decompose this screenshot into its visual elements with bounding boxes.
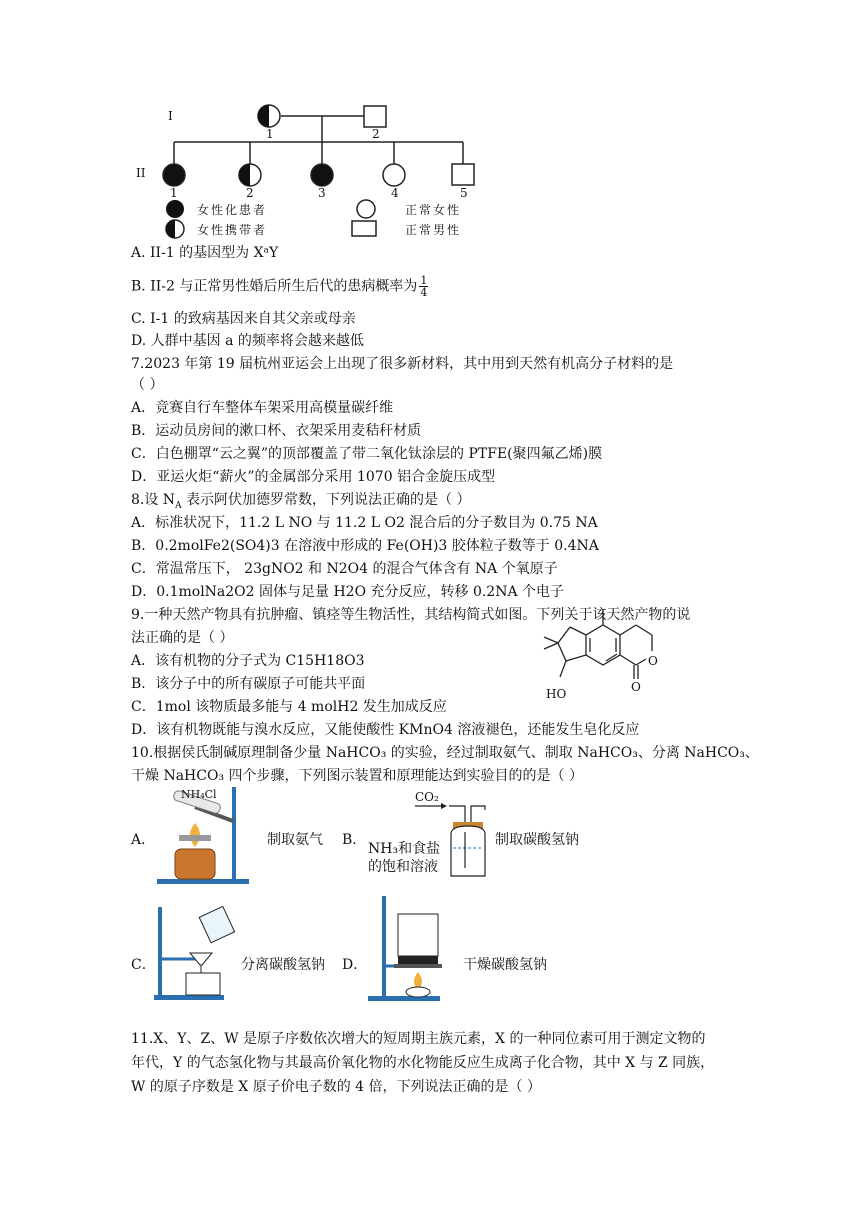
q8-option-d: D．0.1molNa2O2 固体与足量 H2O 充分反应，转移 0.2NA 个电子 <box>131 584 565 600</box>
legend-normal-male-symbol <box>352 221 376 236</box>
i1-number: 1 <box>266 127 274 141</box>
q7-paren: （ ） <box>131 377 164 393</box>
q10-a-caption: 制取氨气 <box>267 832 323 848</box>
pedigree-i2-normal-male <box>364 106 386 127</box>
legend-patient-symbol <box>166 200 184 218</box>
q11-line2: 年代，Y 的气态氢化物与其最高价氧化物的水化物能反应生成离子化合物，其中 X 与 Z 同族， <box>131 1055 715 1071</box>
q6-option-b-fraction <box>419 275 428 298</box>
q8-stem-sub: A <box>175 500 182 511</box>
q10-b-solution-line1: NH₃和食盐 <box>368 841 441 857</box>
q10-b-solution-line2: 的饱和溶液 <box>368 859 438 875</box>
gen-label-ii: II <box>136 166 146 180</box>
legend-normal-female-symbol <box>357 200 375 218</box>
legend-carrier-symbol <box>166 220 184 238</box>
pedigree-ii3-patient <box>311 164 333 186</box>
pedigree-ii4-normal-female <box>383 164 405 186</box>
ii1-number: 1 <box>170 186 178 200</box>
q10-d-caption: 干燥碳酸氢钠 <box>463 957 547 973</box>
q6-option-a: A. II-1 的基因型为 XᵃY <box>131 245 279 261</box>
q10-d-label: D． <box>342 957 368 973</box>
legend-female-patient: 女性化患者 <box>197 203 268 217</box>
q7-option-d: D．亚运火炬“薪火”的金属部分采用 1070 铝合金旋压成型 <box>131 469 496 485</box>
q9-option-a: A．该有机物的分子式为 C15H18O3 <box>131 653 365 669</box>
q8-stem-post: 表示阿伏加德罗常数，下列说法正确的是（ ） <box>181 492 471 508</box>
q6-option-d: D. 人群中基因 a 的频率将会越来越低 <box>131 333 364 349</box>
legend-normal-male: 正常男性 <box>405 223 462 237</box>
pedigree-ii1-patient <box>163 164 185 186</box>
pedigree-i1-carrier-female <box>258 105 280 127</box>
pedigree-ii2-carrier-female <box>239 164 261 186</box>
q9-mol-ho: HO <box>546 687 567 701</box>
q9-option-d: D．该有机物既能与溴水反应，又能使酸性 KMnO4 溶液褪色，还能发生皂化反应 <box>131 722 640 738</box>
q10-a-label: A． <box>131 832 156 848</box>
q7-stem: 7.2023 年第 19 届杭州亚运会上出现了很多新材料，其中用到天然有机高分子材料的是 <box>131 356 674 372</box>
q10-c-caption: 分离碳酸氢钠 <box>241 957 325 973</box>
q10-c-label: C． <box>131 957 156 973</box>
ii4-number: 4 <box>391 186 399 200</box>
legend-normal-female: 正常女性 <box>405 203 462 217</box>
gen-label-i: I <box>168 109 173 123</box>
pedigree-ii5-normal-male <box>452 164 474 185</box>
q7-option-c: C．白色棚罩“云之翼”的顶部覆盖了带二氧化钛涂层的 PTFE(聚四氟乙烯)膜 <box>131 446 603 462</box>
q9-stem-line2: 法正确的是（ ） <box>131 630 234 646</box>
fraction-denominator: 4 <box>420 286 428 299</box>
q9-mol-o-ring: O <box>648 654 658 668</box>
q9-option-b: B．该分子中的所有碳原子可能共平面 <box>131 676 366 692</box>
legend-female-carrier: 女性携带者 <box>197 223 268 237</box>
i2-number: 2 <box>372 127 380 141</box>
q7-option-b: B．运动员房间的漱口杯、衣架采用麦秸秆材质 <box>131 423 422 439</box>
q10-b-caption: 制取碳酸氢钠 <box>495 832 579 848</box>
q11-line1: 11.X、Y、Z、W 是原子序数依次增大的短周期主族元素，X 的一种同位素可用于测定文物的 <box>131 1031 706 1047</box>
q8-option-a: A．标准状况下，11.2 L NO 与 11.2 L O2 混合后的分子数目为 0.75 NA <box>131 515 598 531</box>
q6-option-c: C. I-1 的致病基因来自其父亲或母亲 <box>131 311 356 327</box>
q10-c-apparatus-icon <box>150 903 240 1003</box>
q9-option-c: C．1mol 该物质最多能与 4 molH2 发生加成反应 <box>131 699 447 715</box>
q10-a-reagent: NH₄Cl <box>181 788 217 801</box>
q10-d-apparatus-icon <box>364 894 454 1004</box>
fraction-numerator: 1 <box>420 274 428 287</box>
q6-option-b <box>131 275 428 298</box>
q8-stem-pre: 8.设 N <box>131 492 176 508</box>
q10-a-apparatus-icon <box>155 787 265 887</box>
q8-option-b: B．0.2molFe2(SO4)3 在溶液中形成的 Fe(OH)3 胶体粒子数等于 0.4NA <box>131 538 599 554</box>
q9-stem-line1: 9.一种天然产物具有抗肿瘤、镇痉等生物活性，其结构简式如图。下列关于该天然产物的说 <box>131 607 691 623</box>
ii5-number: 5 <box>460 186 468 200</box>
q7-option-a: A．竞赛自行车整体车架采用高模量碳纤维 <box>131 400 394 416</box>
q11-line3: W 的原子序数是 X 原子价电子数的 4 倍，下列说法正确的是（ ） <box>131 1079 541 1095</box>
q8-option-c: C．常温常压下， 23gNO2 和 N2O4 的混合气体含有 NA 个氧原子 <box>131 561 558 577</box>
ii2-number: 2 <box>246 186 254 200</box>
q9-mol-o-carbonyl: O <box>631 680 641 694</box>
q10-b-gas: CO₂ <box>415 790 439 804</box>
q10-stem-line2: 干燥 NaHCO₃ 四个步骤，下列图示装置和原理能达到实验目的的是（ ） <box>131 768 583 784</box>
ii3-number: 3 <box>318 186 326 200</box>
q10-b-label: B． <box>342 832 367 848</box>
q10-stem-line1: 10.根据侯氏制碱原理制备少量 NaHCO₃ 的实验，经过制取氨气、制取 NaHCO₃、分离 NaHCO₃、 <box>131 745 759 761</box>
q6-option-b-text: B. II-2 与正常男性婚后所生后代的患病概率为 <box>131 278 418 295</box>
q8-stem <box>131 490 470 516</box>
